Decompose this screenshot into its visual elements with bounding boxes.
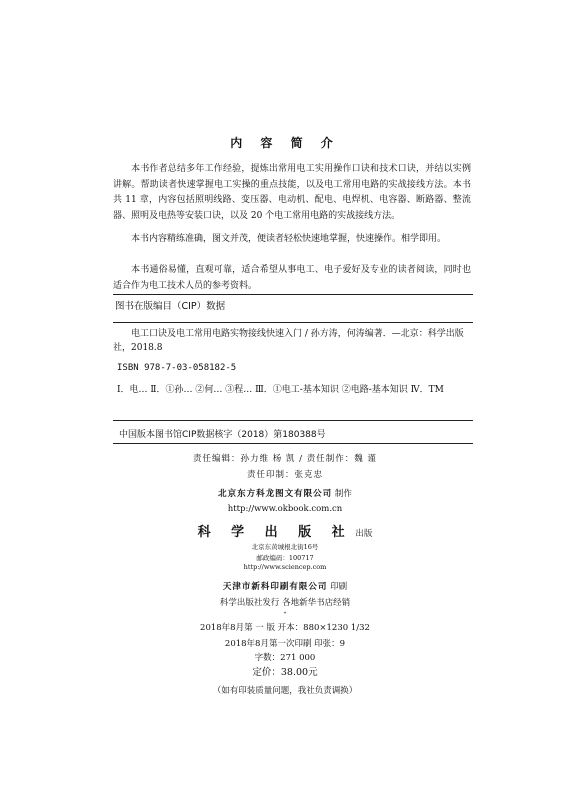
intro-paragraph-1: 本书作者总结多年工作经验，提炼出常用电工实用操作口诀和技术口诀，并结以实例讲解。帮助读者快速掌握电工实操的重点技能，以及电工常用电路的实战接线方法。本书共 11 章，内容包括照明线路、变压器、电动机、配电、电焊机、电容器、断路器、整流器、照明及电热等安装口诀，以及 20 个电工常用电路的实战接线方法。	[113, 164, 471, 221]
divider-top	[113, 294, 473, 295]
production-company: 北京东方科龙图文有限公司	[218, 489, 333, 499]
cip-heading: 图书在版编目（CIP）数据	[115, 301, 226, 312]
printer-suffix: 印刷	[330, 582, 348, 592]
publisher-website: http://www.sciencep.com	[243, 563, 327, 571]
production-suffix: 制作	[334, 489, 352, 499]
price: 定价：38.00元	[252, 667, 318, 678]
publisher-name: 科 学 出 版 社	[197, 525, 353, 540]
production-website: http://www.okbook.com.cn	[227, 504, 343, 514]
page-title: 内 容 简 介	[230, 136, 340, 150]
cip-record-number: 中国版本图书馆CIP数据核字（2018）第180388号	[119, 430, 326, 440]
print-supervisor-line: 责任印制：张克忠	[246, 470, 323, 480]
divider-record-top	[113, 420, 473, 421]
divider-record-bottom	[113, 443, 473, 444]
publisher-line	[0, 521, 570, 540]
editors-line: 责任编辑：孙力维 杨 凯 / 责任制作：魏 谨	[193, 454, 377, 464]
cip-isbn-line: ISBN 978-7-03-058182-5	[117, 363, 237, 373]
cip-title-line: 电工口诀及电工常用电路实物接线快速入门 / 孙方涛，何涛编著．—北京：科学出版社，2018.8	[113, 329, 464, 353]
quality-notice: （如有印装质量问题，我社负责调换）	[212, 686, 358, 696]
publisher-address: 北京东黄城根北街16号	[251, 543, 319, 551]
divider-cip	[113, 322, 473, 323]
printer-name: 天津市新科印刷有限公司	[222, 582, 328, 592]
production-line	[0, 487, 570, 499]
publisher-suffix: 出版	[355, 529, 373, 539]
printer-line	[0, 580, 570, 592]
distribution-line: 科学出版社发行 各地新华书店经销	[219, 598, 351, 608]
edition-line: 2018年8月第 一 版 开本：880×1230 1/32	[200, 623, 370, 633]
separator-mark: *	[283, 611, 287, 617]
cip-subject-line: Ⅰ．电… Ⅱ．①孙… ②何… ③程… Ⅲ．①电工-基本知识 ②电路-基本知识 Ⅳ．TM	[117, 385, 444, 395]
intro-paragraph-2: 本书内容精练准确，图文并茂，便读者轻松快速地掌握，快速操作。相学即用。	[131, 234, 447, 244]
publisher-postcode: 邮政编码：100717	[256, 554, 314, 562]
intro-paragraph-3: 本书通俗易懂，直观可靠，适合希望从事电工、电子爱好及专业的读者阅读，同时也适合作为电工技术人员的参考资料。	[113, 265, 471, 291]
word-count: 字数：271 000	[254, 653, 316, 663]
impression-line: 2018年8月第一次印刷 印张：9	[224, 639, 346, 649]
